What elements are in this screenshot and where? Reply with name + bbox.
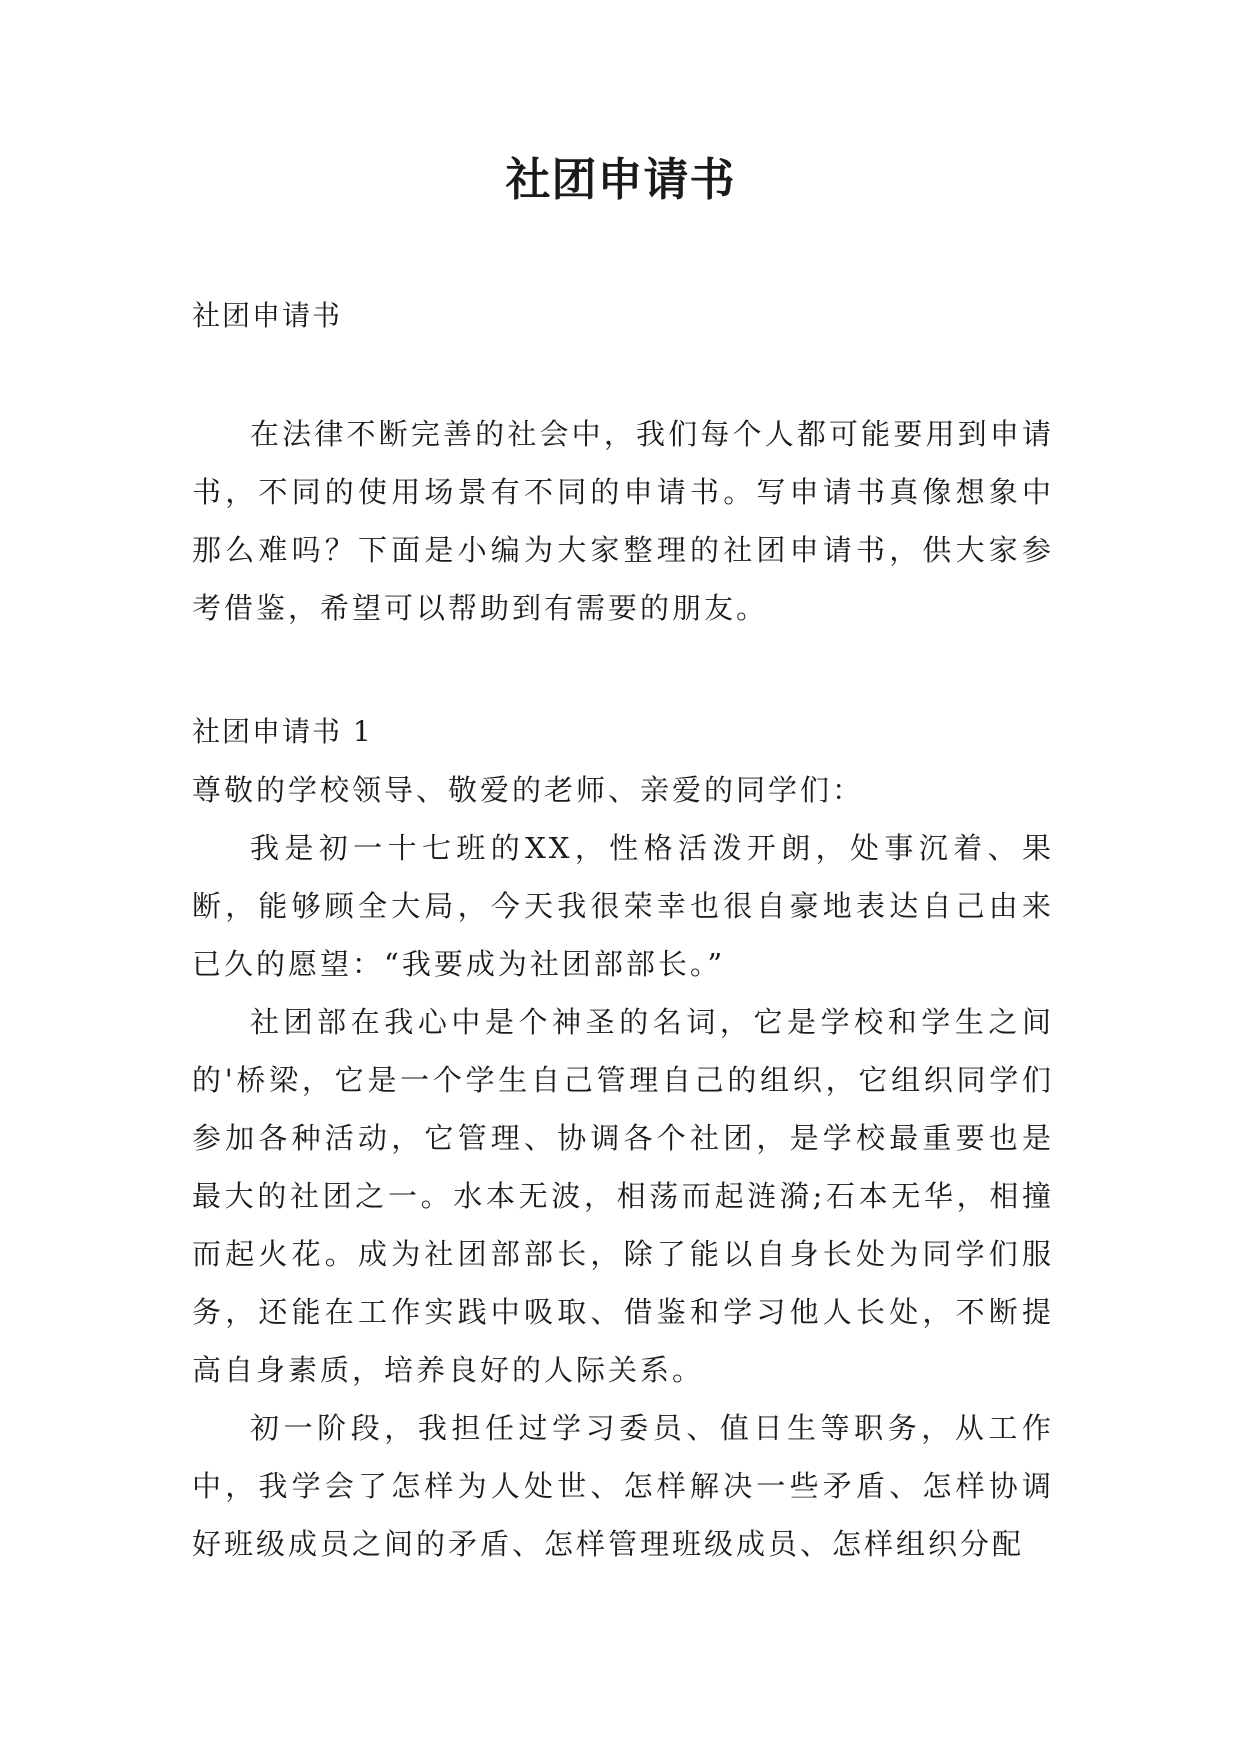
document-title: 社团申请书 bbox=[505, 153, 736, 206]
body-paragraph-2: 社团部在我心中是个神圣的名词，它是学校和学生之间的'桥梁，它是一个学生自己管理自己的组织，它组织同学们参加各种活动，它管理、协调各个社团，是学校最重要也是最大的社团之一。水本无波，相荡而起涟漪;石本无华，相撞而起火花。成为社团部部长，除了能以自身长处为同学们服务，还能在工作实践中吸取、借鉴和学习他人长处，不断提高自身素质，培养良好的人际关系。 bbox=[192, 1005, 1054, 1387]
body-paragraph-1: 我是初一十七班的XX，性格活泼开朗，处事沉着、果断，能够顾全大局，今天我很荣幸也很自豪地表达自己由来已久的愿望：“我要成为社团部部长。” bbox=[192, 831, 1054, 981]
salutation: 尊敬的学校领导、敬爱的老师、亲爱的同学们： bbox=[192, 773, 865, 807]
section-heading: 社团申请书 1 bbox=[192, 715, 373, 748]
intro-paragraph: 在法律不断完善的社会中，我们每个人都可能要用到申请书，不同的使用场景有不同的申请书。写申请书真像想象中那么难吗？下面是小编为大家整理的社团申请书，供大家参考借鉴，希望可以帮助到有需要的朋友。 bbox=[192, 417, 1054, 625]
body-paragraph-3: 初一阶段，我担任过学习委员、值日生等职务，从工作中，我学会了怎样为人处世、怎样解决一些矛盾、怎样协调好班级成员之间的矛盾、怎样管理班级成员、怎样组织分配 bbox=[192, 1411, 1054, 1561]
application-section bbox=[192, 703, 1054, 1573]
document-subtitle: 社团申请书 bbox=[192, 299, 343, 332]
